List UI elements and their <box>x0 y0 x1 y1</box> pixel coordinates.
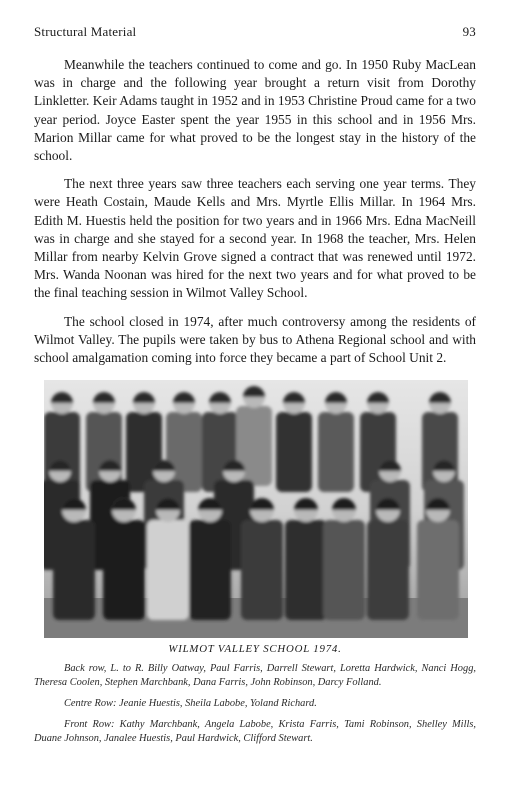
running-head: Structural Material <box>34 24 137 39</box>
photo-names <box>34 662 476 753</box>
front-row-names: Front Row: Kathy Marchbank, Angela Labobe, Krista Farris, Tami Robinson, Shelley Mills, Duane Johnson, Janalee Huestis, Paul Hardwick, Clifford Stewart. <box>34 719 476 744</box>
photo-caption: WILMOT VALLEY SCHOOL 1974. <box>168 643 342 655</box>
centre-row-names: Centre Row: Jeanie Huestis, Sheila Labobe, Yoland Richard. <box>64 698 317 709</box>
body-text <box>34 56 476 377</box>
page-number: 93 <box>462 24 476 39</box>
back-row-names: Back row, L. to R. Billy Oatway, Paul Farris, Darrell Stewart, Loretta Hardwick, Nanci Hogg, Theresa Coolen, Stephen Marchbank, Dana Farris, John Robinson, Darcy Folland. <box>34 663 476 688</box>
class-photo-image <box>44 380 468 638</box>
paragraph: Meanwhile the teachers continued to come and go. In 1950 Ruby MacLean was in charge and the following year brought a return visit from Dorothy Linkletter. Keir Adams taught in 1952 and in 1953 Christine Proud came for a two year period. Joyce Easter spent the year 1955 in this school and in 1956 Mrs. Marion Millar came for what proved to be the longest stay in the history of the school. <box>34 57 476 164</box>
paragraph: The school closed in 1974, after much controversy among the residents of Wilmot Valley. The pupils were taken by bus to Athena Regional school and with school amalgamation coming into force they became a part of School Unit 2. <box>34 313 476 366</box>
paragraph: The next three years saw three teachers each serving one year terms. They were Heath Costain, Maude Kells and Mrs. Myrtle Ellis Millar. In 1964 Mrs. Edith M. Huestis held the position for two years and in 1966 Mrs. Edna MacNeill was in charge and she stayed for a second year. In 1968 the teacher, Mrs. Helen Millar from nearby Kelvin Grove signed a contract that was renewed until 1972. Mrs. Wanda Noonan was hired for the next two years and for what proved to be the final teaching session in Wilmot Valley School. <box>34 176 476 301</box>
class-photo <box>44 380 468 638</box>
page-header <box>34 24 476 40</box>
